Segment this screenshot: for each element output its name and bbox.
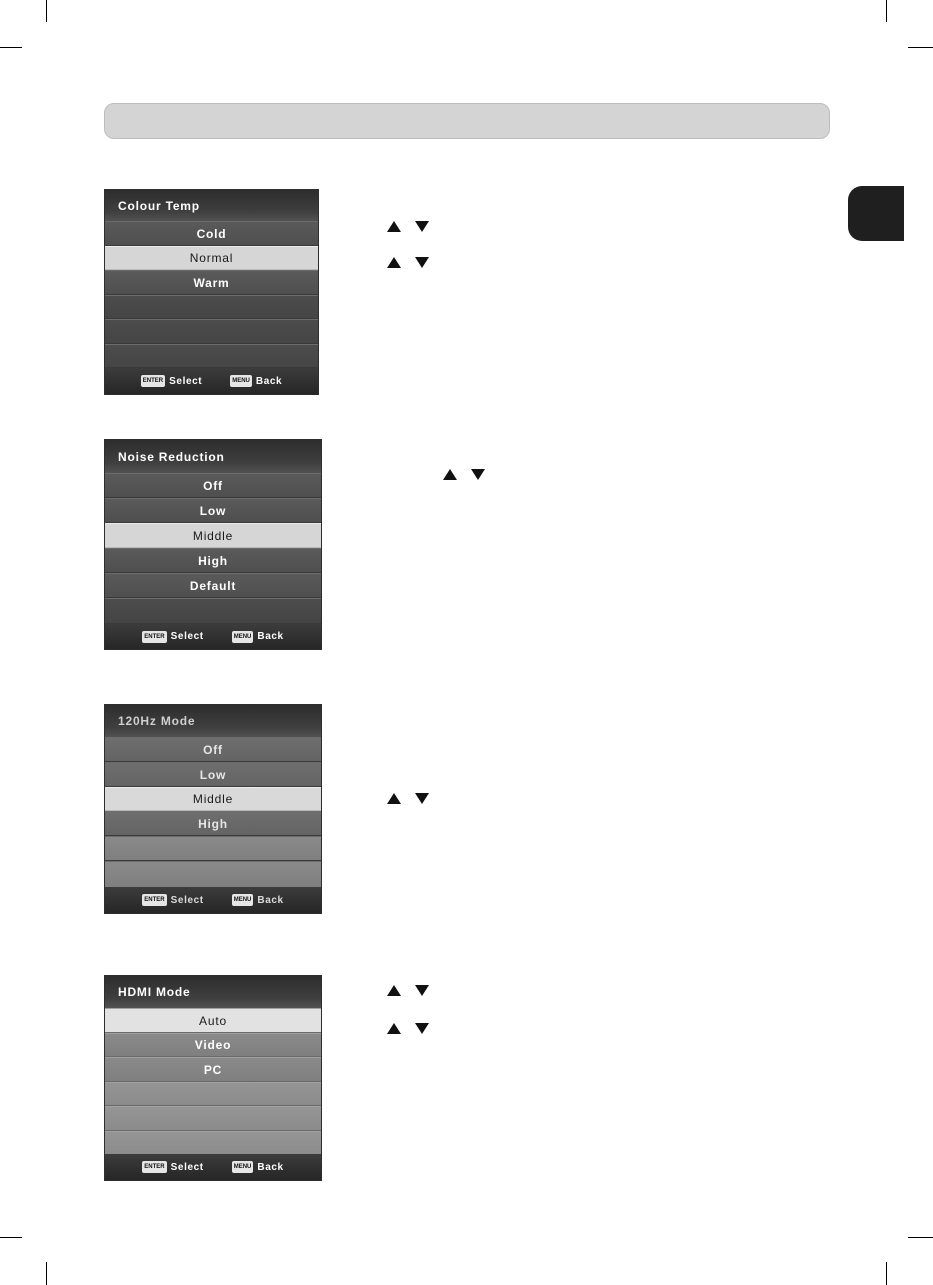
down-triangle-icon — [415, 257, 429, 268]
menu-title: HDMI Mode — [105, 976, 321, 1008]
select-hint[interactable] — [142, 894, 203, 906]
menu-footer — [105, 624, 321, 649]
menu-option-high[interactable]: High — [105, 548, 321, 573]
back-label: Back — [255, 375, 283, 387]
menu-option-low[interactable]: Low — [105, 498, 321, 523]
select-label: Select — [169, 375, 203, 387]
crop-mark — [46, 0, 47, 22]
up-down-arrows — [387, 793, 429, 804]
enter-key-icon: ENTER — [142, 894, 166, 906]
menu-option-off[interactable]: Off — [105, 737, 321, 762]
down-triangle-icon — [415, 221, 429, 232]
menu-empty-row — [105, 1131, 321, 1156]
menu-key-icon: MENU — [232, 631, 254, 643]
menu-option-middle[interactable]: Middle — [105, 787, 321, 811]
section-header-bar — [104, 103, 830, 139]
menu-key-icon: MENU — [232, 1161, 254, 1173]
menu-title: Colour Temp — [105, 190, 318, 221]
select-label: Select — [170, 631, 204, 642]
up-down-arrows — [387, 257, 429, 268]
up-triangle-icon — [387, 985, 401, 996]
up-triangle-icon — [387, 257, 401, 268]
up-down-arrows — [443, 469, 485, 480]
menu-option-cold[interactable]: Cold — [105, 221, 318, 246]
enter-key-icon: ENTER — [142, 1161, 166, 1173]
menu-empty-row — [105, 344, 318, 368]
crop-mark — [908, 47, 933, 48]
menu-title: Noise Reduction — [105, 440, 321, 473]
menu-option-default[interactable]: Default — [105, 573, 321, 598]
enter-key-icon: ENTER — [142, 631, 166, 643]
up-triangle-icon — [387, 1023, 401, 1034]
up-down-arrows — [387, 1023, 429, 1034]
crop-mark — [886, 1262, 887, 1285]
menu-option-auto[interactable]: Auto — [105, 1008, 321, 1033]
back-hint[interactable] — [230, 375, 282, 387]
up-triangle-icon — [387, 793, 401, 804]
menu-empty-row — [105, 295, 318, 319]
language-side-tab — [848, 186, 904, 241]
down-triangle-icon — [415, 793, 429, 804]
menu-key-icon: MENU — [232, 894, 254, 906]
menu-option-video[interactable]: Video — [105, 1033, 321, 1057]
menu-key-icon: MENU — [230, 375, 252, 387]
crop-mark — [46, 1262, 47, 1285]
back-label: Back — [257, 894, 284, 906]
select-hint[interactable] — [142, 1161, 203, 1173]
back-hint[interactable] — [232, 894, 284, 906]
back-hint[interactable] — [232, 1161, 284, 1173]
noise-reduction-menu — [104, 439, 322, 650]
menu-title: 120Hz Mode — [105, 705, 321, 737]
menu-empty-row — [105, 836, 321, 861]
down-triangle-icon — [471, 469, 485, 480]
menu-footer — [105, 887, 321, 913]
select-hint[interactable] — [142, 631, 203, 643]
up-triangle-icon — [387, 221, 401, 232]
menu-footer — [105, 1154, 321, 1180]
menu-empty-row — [105, 1082, 321, 1106]
menu-option-warm[interactable]: Warm — [105, 270, 318, 295]
menu-empty-row — [105, 1106, 321, 1131]
crop-mark — [886, 0, 887, 22]
down-triangle-icon — [415, 1023, 429, 1034]
up-triangle-icon — [443, 469, 457, 480]
select-hint[interactable] — [141, 375, 202, 387]
crop-mark — [0, 47, 22, 48]
menu-option-off[interactable]: Off — [105, 473, 321, 498]
back-label: Back — [257, 1161, 284, 1173]
crop-mark — [908, 1237, 933, 1238]
select-label: Select — [170, 894, 204, 906]
menu-option-middle[interactable]: Middle — [105, 523, 321, 548]
up-down-arrows — [387, 985, 429, 996]
menu-option-normal[interactable]: Normal — [105, 246, 318, 270]
hdmi-mode-menu — [104, 975, 322, 1181]
up-down-arrows — [387, 221, 429, 232]
menu-empty-row — [105, 598, 321, 624]
menu-option-low[interactable]: Low — [105, 762, 321, 787]
select-label: Select — [170, 1161, 204, 1173]
120hz-mode-menu — [104, 704, 322, 914]
menu-footer — [105, 368, 318, 394]
back-label: Back — [257, 631, 284, 642]
menu-empty-row — [105, 861, 321, 888]
back-hint[interactable] — [232, 631, 284, 643]
enter-key-icon: ENTER — [141, 375, 165, 387]
colour-temp-menu — [104, 189, 319, 395]
menu-option-pc[interactable]: PC — [105, 1057, 321, 1082]
menu-option-high[interactable]: High — [105, 811, 321, 836]
down-triangle-icon — [415, 985, 429, 996]
crop-mark — [0, 1237, 22, 1238]
menu-empty-row — [105, 319, 318, 344]
